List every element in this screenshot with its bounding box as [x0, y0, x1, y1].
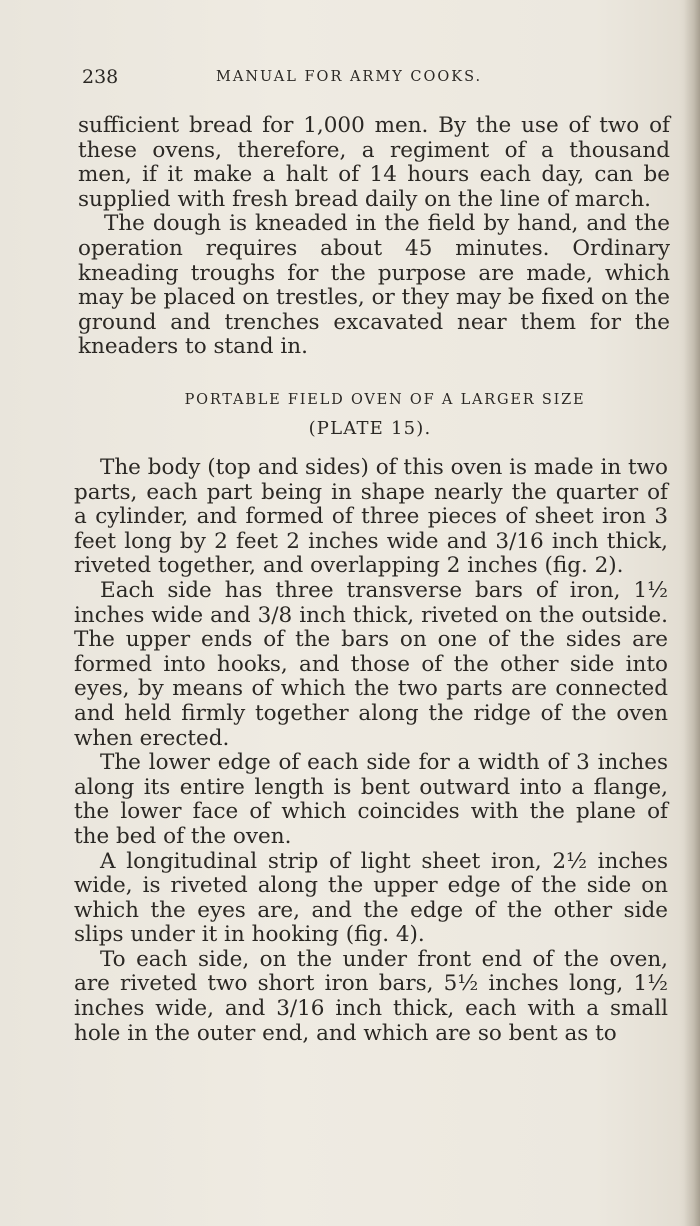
- text-block-bottom: [74, 456, 668, 1046]
- paragraph: Each side has three transverse bars of iron, 1½ inches wide and 3/8 inch thick, riveted on the outside. The upper ends of the bars on one of the sides are formed into hooks, and those of the other side into eyes, by means of which the two parts are connected and held firmly together along the ridge of the oven when erected.: [74, 577, 668, 751]
- running-title: MANUAL FOR ARMY COOKS.: [216, 69, 483, 85]
- paragraph: The body (top and sides) of this oven is made in two parts, each part being in shape nearly the quarter of a cylinder, and formed of three pieces of sheet iron 3 feet long by 2 feet 2 inches wide and 3/16 inch thick, riveted together, and overlapping 2 inches (fig. 2).: [74, 455, 668, 579]
- paragraph: sufficient bread for 1,000 men. By the use of two of these ovens, therefore, a regiment of a thousand men, if it make a halt of 14 hours each day, can be supplied with fresh bread daily on the line of march.: [78, 113, 670, 212]
- paragraph: The dough is kneaded in the field by hand, and the operation requires about 45 minutes. Ordinary kneading troughs for the purpose are made, which may be placed on trestles, or they may be fixed on the ground and trenches excavated near them for the kneaders to stand in.: [78, 211, 670, 360]
- section-heading: PORTABLE FIELD OVEN OF A LARGER SIZE: [184, 392, 586, 408]
- paragraph: To each side, on the under front end of the oven, are riveted two short iron bars, 5½ inches long, 1½ inches wide, and 3/16 inch thick, each with a small hole in the outer end, and which are so bent as to: [74, 946, 668, 1046]
- page-header: [82, 66, 670, 92]
- paragraph: A longitudinal strip of light sheet iron, 2½ inches wide, is riveted along the upper edge of the side on which the eyes are, and the edge of the other side slips under it in hooking (fig. 4).: [74, 848, 668, 948]
- page-number: 238: [82, 66, 119, 88]
- page-edge-shadow: [684, 0, 700, 1226]
- paragraph: The lower edge of each side for a width of 3 inches along its entire length is bent outward into a flange, the lower face of which coincides with the plane of the bed of the oven.: [74, 750, 668, 849]
- text-block-top: [78, 114, 670, 360]
- section-subheading: (PLATE 15).: [308, 418, 432, 439]
